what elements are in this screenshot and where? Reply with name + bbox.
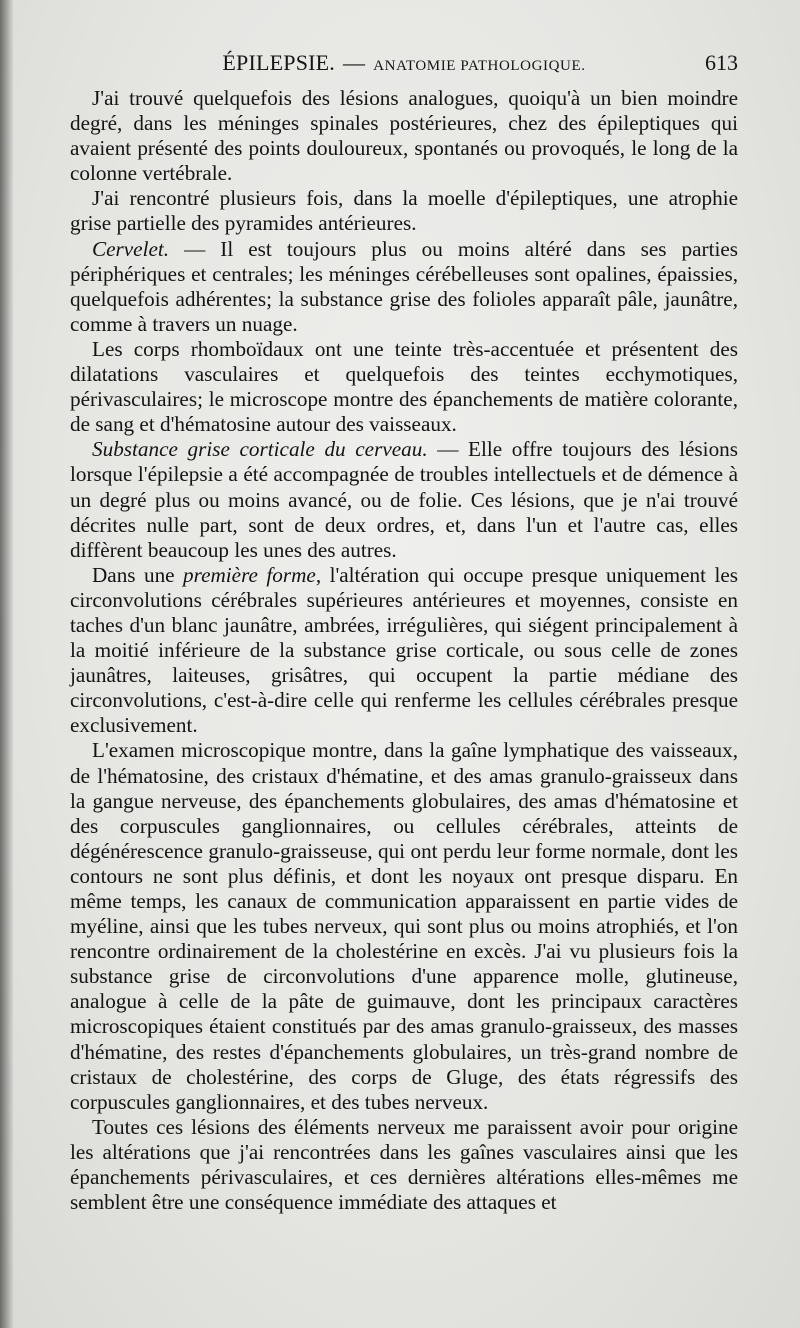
section-heading-cervelet: Cervelet. xyxy=(92,236,170,261)
paragraph-text: J'ai trouvé quelquefois des lésions analogues, quoiqu'à un bien moindre degré, dans les méninges spinales postérieures, chez des épileptiques qui avaient présenté des points douloureux, spontanés ou provoqués, le long de la colonne vertébrale. xyxy=(70,86,738,186)
paragraph-spinal-meninges xyxy=(70,86,738,186)
paragraph-first-form xyxy=(70,563,738,739)
paragraph-text: J'ai rencontré plusieurs fois, dans la moelle d'épileptiques, une atrophie grise partielle des pyramides antérieures. xyxy=(70,186,738,236)
paragraph-microscopic-exam xyxy=(70,738,738,1114)
paragraph-text: — Il est toujours plus ou moins altéré dans ses parties périphériques et centrales; les méninges cérébelleuses sont opalines, épaissies, quelquefois adhérentes; la substance grise des folioles apparaît pâle, jaunâtre, comme à travers un nuage. xyxy=(70,236,738,336)
paragraph-text: Les corps rhomboïdaux ont une teinte très-accentuée et présentent des dilatations vasculaires et quelquefois des teintes ecchymotiques, périvasculaires; le microscope montre des épanchements de matière colorante, de sang et d'hématosine autour des vaisseaux. xyxy=(70,336,738,437)
page-number: 613 xyxy=(705,50,738,75)
paragraph-text: , l'altération qui occupe presque uniquement les circonvolutions cérébrales supérieures antérieures et moyennes, consiste en taches d'un blanc jaunâtre, ambrées, irrégulières, qui siégent principalement à la moitié inférieure de la substance grise corticale, ou sous celle de zones jaunâtres, laiteuses, grisâtres, qui occupent la partie médiane des circonvolutions, c'est-à-dire celle qui renferme les cellules cérébrales presque exclusivement. xyxy=(70,562,739,738)
paragraph-prefix: Dans une xyxy=(92,562,184,587)
paragraph-cerebellum xyxy=(70,237,738,337)
running-title-separator: — xyxy=(343,50,366,75)
running-header xyxy=(70,46,738,80)
running-title-main: ÉPILEPSIE. xyxy=(222,50,336,75)
emphasis-premiere-forme: première forme xyxy=(183,562,316,587)
paragraph-spinal-cord xyxy=(70,186,738,236)
paragraph-text: L'examen microscopique montre, dans la gaîne lymphatique des vaisseaux, de l'hématosine, des cristaux d'hématine, et des amas granulo-graisseux dans la gangue nerveuse, des épanchements globulaires, des amas d'hématosine et des corpuscules ganglionnaires, ou cellules cérébrales, atteints de dégénérescence granulo-graisseuse, qui ont perdu leur forme normale, dont les contours ne sont plus définis, et dont les noyaux ont presque disparu. En même temps, les canaux de communication apparaissent en partie vides de myéline, ainsi que les tubes nerveux, qui sont plus ou moins atrophiés, et l'on rencontre ordinairement de la cholestérine en excès. J'ai vu plusieurs fois la substance grise de circonvolutions d'une apparence molle, glutineuse, analogue à celle de la pâte de guimauve, dont les principaux caractères microscopiques étaient constitués par des amas granulo-graisseux, des masses d'hématine, des restes d'épanchements globulaires, un très-grand nombre de cristaux de cholestérine, des corps de Gluge, des états régressifs des corpuscules ganglionnaires, et des tubes nerveux. xyxy=(70,738,738,1114)
paragraph-rhomboid-bodies xyxy=(70,337,738,437)
section-heading-substance-grise: Substance grise corticale du cerveau. xyxy=(92,437,428,462)
running-title-sub: ANATOMIE PATHOLOGIQUE. xyxy=(373,58,586,74)
paragraph-conclusion xyxy=(70,1115,738,1215)
paragraph-cortical-grey-matter xyxy=(70,437,738,562)
page-gutter-shadow xyxy=(0,0,14,1328)
paragraph-text: Toutes ces lésions des éléments nerveux me paraissent avoir pour origine les altérations que j'ai rencontrées dans les gaînes vasculaires ainsi que les épanchements périvasculaires, et ces dernières altérations elles-mêmes me semblent être une conséquence immédiate des attaques et xyxy=(70,1114,738,1215)
body-text xyxy=(70,86,738,1215)
paragraph-text: — Elle offre toujours des lésions lorsque l'épilepsie a été accompagnée de troubles intellectuels et de démence à un degré plus ou moins avancé, ou de folie. Ces lésions, que je n'ai trouvé décrites nulle part, sont de deux ordres, et, dans l'un et l'autre cas, elles diffèrent beaucoup les unes des autres. xyxy=(70,437,739,562)
running-title xyxy=(70,50,738,76)
